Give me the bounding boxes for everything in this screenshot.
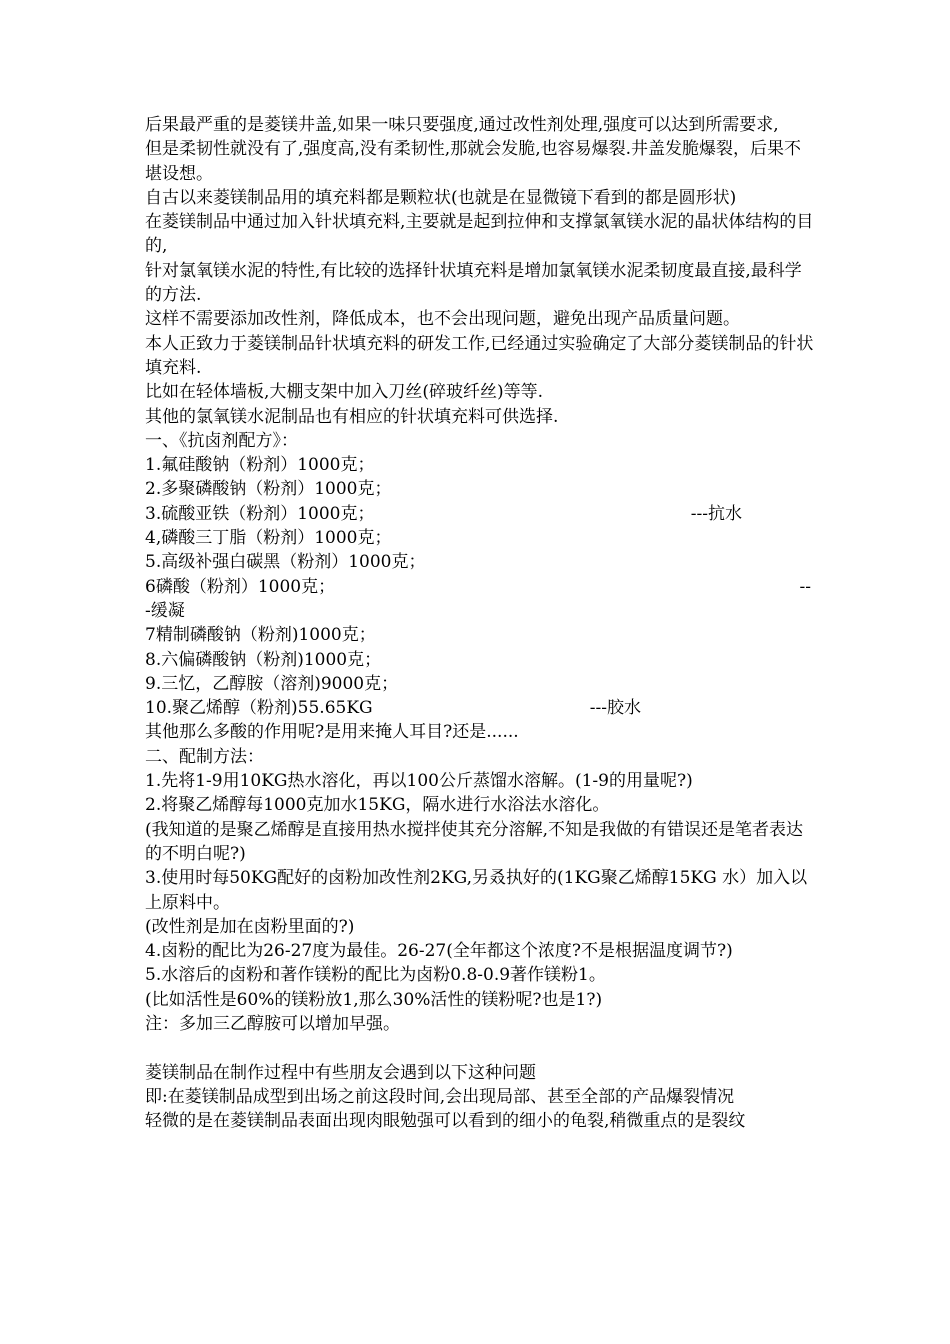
formula-item-text: 4,磷酸三丁脂（粉剂）1000克； [145,528,392,549]
method-heading: 二、配制方法： [145,746,264,767]
formula-item [145,526,815,550]
formula-item-text: 10.聚乙烯醇（粉剂)55.65KG [145,698,373,719]
formula-item [145,696,815,720]
formula-item-text: 8.六偏磷酸钠（粉剂)1000克； [145,649,382,670]
formula-heading: 一、《抗卤剂配方》： [145,430,298,451]
paragraph-example-usage: 比如在轻体墙板,大棚支架中加入刀丝(碎玻纤丝)等等. [145,382,544,403]
formula-item [145,477,815,501]
closing-paragraph: 轻微的是在菱镁制品表面出现肉眼勉强可以看到的细小的龟裂,稍微重点的是裂纹 [145,1111,746,1132]
paragraph-toughness-loss: 但是柔韧性就没有了,强度高,没有柔韧性,那就会发脆,也容易爆裂.井盖发脆爆裂，后果不堪设想。 [145,139,802,184]
formula-item [145,648,815,672]
paragraph-spacer [145,1036,815,1060]
method-line: 1.先将1-9用10KG热水溶化，再以100公斤蒸馏水溶解。(1-9的用量呢?) [145,771,693,792]
formula-item-note: -- [799,576,811,597]
formula-item [145,672,815,696]
formula-item-note: ---胶水 [589,698,641,719]
method-line: (比如活性是60%的镁粉放1,那么30%活性的镁粉呢?也是1?) [145,989,603,1010]
method-line: 3.使用时每50KG配好的卤粉加改性剂2KG,另叒执好的(1KG聚乙烯醇15KG 水）加入以上原料中。 [145,868,808,913]
document-page [145,113,815,1133]
paragraph-needle-filler-method: 针对氯氧镁水泥的特性,有比较的选择针状填充料是增加氯氧镁水泥柔韧度最直接,最科学的方法. [145,260,802,306]
method-line: 4.卤粉的配比为26-27度为最佳。26-27(全年都这个浓度?不是根据温度调节?) [145,941,733,962]
formula-item [145,575,815,599]
method-line: (改性剂是加在卤粉里面的?) [145,916,355,937]
formula-item-text: 2.多聚磷酸钠（粉剂）1000克； [145,479,392,500]
paragraph-well-cover-strength: 后果最严重的是菱镁井盖,如果一味只要强度,通过改性剂处理,强度可以达到所需要求, [145,115,779,135]
formula-item [145,453,815,477]
method-line: (我知道的是聚乙烯醇是直接用热水搅拌使其充分溶解,不知是我做的有错误还是笔者表达的不明白呢?) [145,819,804,864]
formula-item-text: 1.氟硅酸钠（粉剂）1000克； [145,455,375,476]
paragraph-research-work: 本人正致力于菱镁制品针状填充料的研发工作,已经通过实验确定了大部分菱镁制品的针状填充料. [145,333,814,378]
formula-item-text: 3.硫酸亚铁（粉剂）1000克； [145,503,375,524]
formula-item-text: -缓凝 [145,600,185,621]
formula-question: 其他那么多酸的作用呢?是用来掩人耳目?还是...... [145,722,519,743]
formula-item [145,599,815,623]
formula-item [145,550,815,574]
paragraph-needle-filler-purpose: 在菱镁制品中通过加入针状填充料,主要就是起到拉伸和支撑氯氧镁水泥的晶状体结构的目的, [145,212,814,257]
formula-list [145,453,815,720]
paragraph-other-products: 其他的氯氧镁水泥制品也有相应的针状填充料可供选择. [145,406,559,427]
formula-item [145,502,815,526]
formula-item [145,623,815,647]
formula-item-text: 9.三忆，乙醇胺（溶剂)9000克； [145,673,399,694]
method-line: 5.水溶后的卤粉和著作镁粉的配比为卤粉0.8-0.9著作镁粉1。 [145,965,606,986]
formula-item-text: 7精制磷酸钠（粉剂)1000克； [145,625,376,646]
paragraph-granular-filler: 自古以来菱镁制品用的填充料都是颗粒状(也就是在显微镜下看到的都是圆形状) [145,187,737,208]
method-line: 注：多加三乙醇胺可以增加早强。 [145,1013,400,1034]
paragraph-cost-reduction: 这样不需要添加改性剂，降低成本，也不会出现问题，避免出现产品质量问题。 [145,309,740,330]
closing-paragraph: 即:在菱镁制品成型到出场之前这段时间,会出现局部、甚至全部的产品爆裂情况 [145,1086,735,1107]
formula-item-text: 5.高级补强白碳黑（粉剂）1000克； [145,552,426,573]
method-line: 2.将聚乙烯醇每1000克加水15KG，隔水进行水浴法水溶化。 [145,795,610,816]
formula-item-note: ---抗水 [690,503,742,524]
formula-item-text: 6磷酸（粉剂）1000克； [145,576,336,597]
closing-paragraph: 菱镁制品在制作过程中有些朋友会遇到以下这种问题 [145,1062,536,1083]
